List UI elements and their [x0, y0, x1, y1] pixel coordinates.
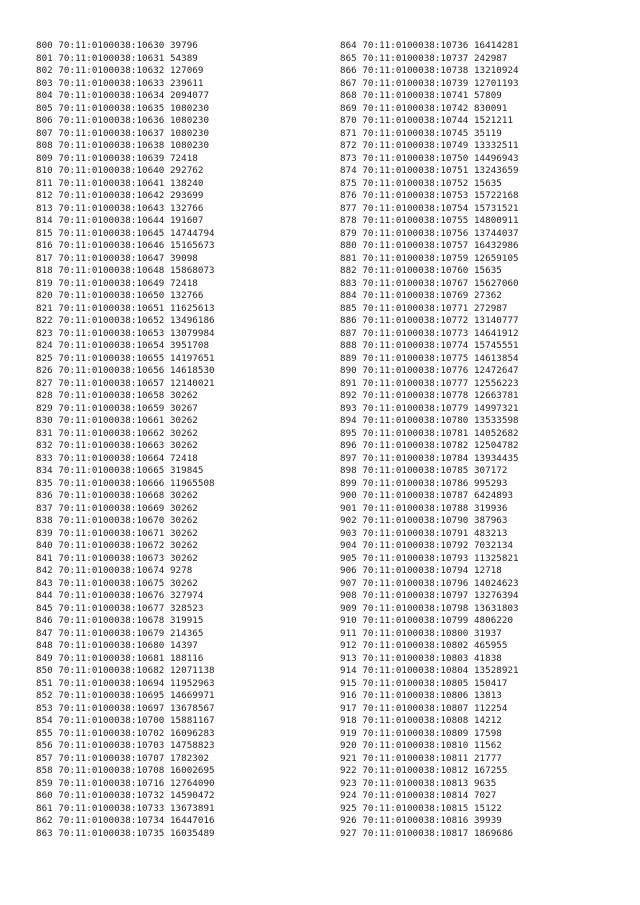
- record-row: 867 70:11:0100038:10739 12701193: [340, 77, 519, 89]
- record-row: 919 70:11:0100038:10809 17598: [340, 727, 502, 739]
- record-row: 813 70:11:0100038:10643 132766: [36, 202, 204, 214]
- record-row: 858 70:11:0100038:10708 16002695: [36, 765, 215, 776]
- record-row: 910 70:11:0100038:10799 4806220: [340, 615, 514, 626]
- record-row: 844 70:11:0100038:10676 327974: [36, 590, 204, 601]
- record-row: 901 70:11:0100038:10788 319936: [340, 502, 508, 514]
- record-row: 883 70:11:0100038:10767 15627060: [340, 277, 519, 289]
- record-row: 855 70:11:0100038:10702 16096283: [36, 727, 215, 739]
- record-row: 887 70:11:0100038:10773 14641912: [340, 327, 519, 339]
- record-row: 876 70:11:0100038:10753 15722168: [340, 190, 519, 201]
- record-row: 874 70:11:0100038:10751 13243659: [340, 165, 519, 176]
- record-row: 877 70:11:0100038:10754 15731521: [340, 202, 519, 214]
- record-row: 924 70:11:0100038:10814 7027: [340, 790, 497, 801]
- record-row: 835 70:11:0100038:10666 11965508: [36, 477, 215, 489]
- record-row: 923 70:11:0100038:10813 9635: [340, 777, 497, 789]
- record-row: 846 70:11:0100038:10678 319915: [36, 615, 204, 626]
- record-row: 886 70:11:0100038:10772 13140777: [340, 315, 519, 326]
- record-row: 892 70:11:0100038:10778 12663781: [340, 390, 519, 401]
- record-row: 889 70:11:0100038:10775 14613854: [340, 352, 519, 364]
- record-row: 884 70:11:0100038:10769 27362: [340, 290, 502, 301]
- record-row: 878 70:11:0100038:10755 14800911: [340, 215, 519, 226]
- record-row: 824 70:11:0100038:10654 3951708: [36, 340, 210, 351]
- record-row: 815 70:11:0100038:10645 14744794: [36, 227, 215, 239]
- record-row: 830 70:11:0100038:10661 30262: [36, 415, 198, 426]
- right-column: [340, 40, 630, 840]
- record-row: 857 70:11:0100038:10707 1782302: [36, 752, 210, 764]
- record-row: 806 70:11:0100038:10636 1080230: [36, 115, 210, 126]
- record-row: 895 70:11:0100038:10781 14052682: [340, 427, 519, 439]
- record-row: 837 70:11:0100038:10669 30262: [36, 502, 198, 514]
- record-row: 805 70:11:0100038:10635 1080230: [36, 102, 210, 114]
- record-row: 862 70:11:0100038:10734 16447016: [36, 815, 215, 826]
- record-row: 839 70:11:0100038:10671 30262: [36, 527, 198, 539]
- record-row: 818 70:11:0100038:10648 15868073: [36, 265, 215, 276]
- record-row: 885 70:11:0100038:10771 272987: [340, 302, 508, 314]
- record-row: 827 70:11:0100038:10657 12140021: [36, 377, 215, 389]
- record-row: 873 70:11:0100038:10750 14496943: [340, 152, 519, 164]
- record-row: 822 70:11:0100038:10652 13496186: [36, 315, 215, 326]
- record-row: 856 70:11:0100038:10703 14758823: [36, 740, 215, 751]
- record-row: 912 70:11:0100038:10802 465955: [340, 640, 508, 651]
- record-row: 869 70:11:0100038:10742 830091: [340, 102, 508, 114]
- record-row: 894 70:11:0100038:10780 13533598: [340, 415, 519, 426]
- record-row: 927 70:11:0100038:10817 1869686: [340, 827, 514, 839]
- record-row: 803 70:11:0100038:10633 239611: [36, 77, 204, 89]
- record-row: 902 70:11:0100038:10790 387963: [340, 515, 508, 526]
- record-row: 920 70:11:0100038:10810 11562: [340, 740, 502, 751]
- record-row: 914 70:11:0100038:10804 13528921: [340, 665, 519, 676]
- record-row: 845 70:11:0100038:10677 328523: [36, 602, 204, 614]
- record-row: 861 70:11:0100038:10733 13673891: [36, 802, 215, 814]
- record-row: 881 70:11:0100038:10759 12659105: [340, 252, 519, 264]
- record-row: 817 70:11:0100038:10647 39098: [36, 252, 198, 264]
- record-row: 915 70:11:0100038:10805 150417: [340, 677, 508, 689]
- record-row: 907 70:11:0100038:10796 14024623: [340, 577, 519, 589]
- record-row: 897 70:11:0100038:10784 13934435: [340, 452, 519, 464]
- record-row: 850 70:11:0100038:10682 12071138: [36, 665, 215, 676]
- record-row: 906 70:11:0100038:10794 12718: [340, 565, 502, 576]
- record-row: 804 70:11:0100038:10634 2094077: [36, 90, 210, 101]
- record-row: 891 70:11:0100038:10777 12556223: [340, 377, 519, 389]
- record-row: 896 70:11:0100038:10782 12504782: [340, 440, 519, 451]
- record-row: 904 70:11:0100038:10792 7032134: [340, 540, 514, 551]
- record-row: 842 70:11:0100038:10674 9278: [36, 565, 193, 576]
- record-row: 898 70:11:0100038:10785 307172: [340, 465, 508, 476]
- record-row: 808 70:11:0100038:10638 1080230: [36, 140, 210, 151]
- record-row: 831 70:11:0100038:10662 30262: [36, 427, 198, 439]
- record-row: 917 70:11:0100038:10807 112254: [340, 702, 508, 714]
- record-row: 905 70:11:0100038:10793 11325821: [340, 552, 519, 564]
- record-row: 834 70:11:0100038:10665 319845: [36, 465, 204, 476]
- record-row: 890 70:11:0100038:10776 12472647: [340, 365, 519, 376]
- record-row: 922 70:11:0100038:10812 167255: [340, 765, 508, 776]
- record-row: 807 70:11:0100038:10637 1080230: [36, 127, 210, 139]
- record-row: 916 70:11:0100038:10806 13813: [340, 690, 502, 701]
- record-row: 825 70:11:0100038:10655 14197651: [36, 352, 215, 364]
- left-column: [36, 40, 326, 840]
- record-row: 826 70:11:0100038:10656 14618530: [36, 365, 215, 376]
- record-row: 802 70:11:0100038:10632 127069: [36, 65, 204, 76]
- record-row: 893 70:11:0100038:10779 14997321: [340, 402, 519, 414]
- record-row: 843 70:11:0100038:10675 30262: [36, 577, 198, 589]
- record-row: 865 70:11:0100038:10737 242987: [340, 52, 508, 64]
- record-row: 918 70:11:0100038:10808 14212: [340, 715, 502, 726]
- record-row: 860 70:11:0100038:10732 14590472: [36, 790, 215, 801]
- record-row: 833 70:11:0100038:10664 72418: [36, 452, 198, 464]
- record-row: 809 70:11:0100038:10639 72418: [36, 152, 198, 164]
- record-row: 868 70:11:0100038:10741 57809: [340, 90, 502, 101]
- record-row: 913 70:11:0100038:10803 41838: [340, 652, 502, 664]
- record-row: 829 70:11:0100038:10659 30267: [36, 402, 198, 414]
- record-row: 859 70:11:0100038:10716 12764090: [36, 777, 215, 789]
- record-row: 864 70:11:0100038:10736 16414281: [340, 40, 519, 51]
- record-row: 816 70:11:0100038:10646 15165673: [36, 240, 215, 251]
- record-row: 903 70:11:0100038:10791 483213: [340, 527, 508, 539]
- record-row: 851 70:11:0100038:10694 11952963: [36, 677, 215, 689]
- record-row: 819 70:11:0100038:10649 72418: [36, 277, 198, 289]
- record-row: 847 70:11:0100038:10679 214365: [36, 627, 204, 639]
- record-row: 849 70:11:0100038:10681 188116: [36, 652, 204, 664]
- record-row: 823 70:11:0100038:10653 13079984: [36, 327, 215, 339]
- record-row: 841 70:11:0100038:10673 30262: [36, 552, 198, 564]
- record-row: 871 70:11:0100038:10745 35119: [340, 127, 502, 139]
- record-row: 801 70:11:0100038:10631 54389: [36, 52, 198, 64]
- record-row: 866 70:11:0100038:10738 13210924: [340, 65, 519, 76]
- record-row: 853 70:11:0100038:10697 13678567: [36, 702, 215, 714]
- record-row: 863 70:11:0100038:10735 16035489: [36, 827, 215, 839]
- record-row: 810 70:11:0100038:10640 292762: [36, 165, 204, 176]
- record-row: 840 70:11:0100038:10672 30262: [36, 540, 198, 551]
- record-row: 848 70:11:0100038:10680 14397: [36, 640, 198, 651]
- record-row: 870 70:11:0100038:10744 1521211: [340, 115, 514, 126]
- record-row: 925 70:11:0100038:10815 15122: [340, 802, 502, 814]
- record-row: 882 70:11:0100038:10760 15635: [340, 265, 502, 276]
- record-row: 828 70:11:0100038:10658 30262: [36, 390, 198, 401]
- record-row: 854 70:11:0100038:10700 15881167: [36, 715, 215, 726]
- record-row: 838 70:11:0100038:10670 30262: [36, 515, 198, 526]
- record-row: 908 70:11:0100038:10797 13276394: [340, 590, 519, 601]
- record-row: 909 70:11:0100038:10798 13631803: [340, 602, 519, 614]
- record-row: 812 70:11:0100038:10642 293699: [36, 190, 204, 201]
- record-row: 852 70:11:0100038:10695 14669971: [36, 690, 215, 701]
- record-row: 800 70:11:0100038:10630 39796: [36, 40, 198, 51]
- record-row: 836 70:11:0100038:10668 30262: [36, 490, 198, 501]
- record-row: 921 70:11:0100038:10811 21777: [340, 752, 502, 764]
- record-row: 888 70:11:0100038:10774 15745551: [340, 340, 519, 351]
- record-row: 814 70:11:0100038:10644 191607: [36, 215, 204, 226]
- record-row: 832 70:11:0100038:10663 30262: [36, 440, 198, 451]
- record-row: 926 70:11:0100038:10816 39939: [340, 815, 502, 826]
- record-row: 872 70:11:0100038:10749 13332511: [340, 140, 519, 151]
- record-row: 880 70:11:0100038:10757 16432986: [340, 240, 519, 251]
- record-row: 899 70:11:0100038:10786 995293: [340, 477, 508, 489]
- record-row: 821 70:11:0100038:10651 11625613: [36, 302, 215, 314]
- record-row: 900 70:11:0100038:10787 6424893: [340, 490, 514, 501]
- record-row: 911 70:11:0100038:10800 31937: [340, 627, 502, 639]
- record-row: 879 70:11:0100038:10756 13744037: [340, 227, 519, 239]
- record-row: 820 70:11:0100038:10650 132766: [36, 290, 204, 301]
- record-row: 811 70:11:0100038:10641 138240: [36, 177, 204, 189]
- record-row: 875 70:11:0100038:10752 15635: [340, 177, 502, 189]
